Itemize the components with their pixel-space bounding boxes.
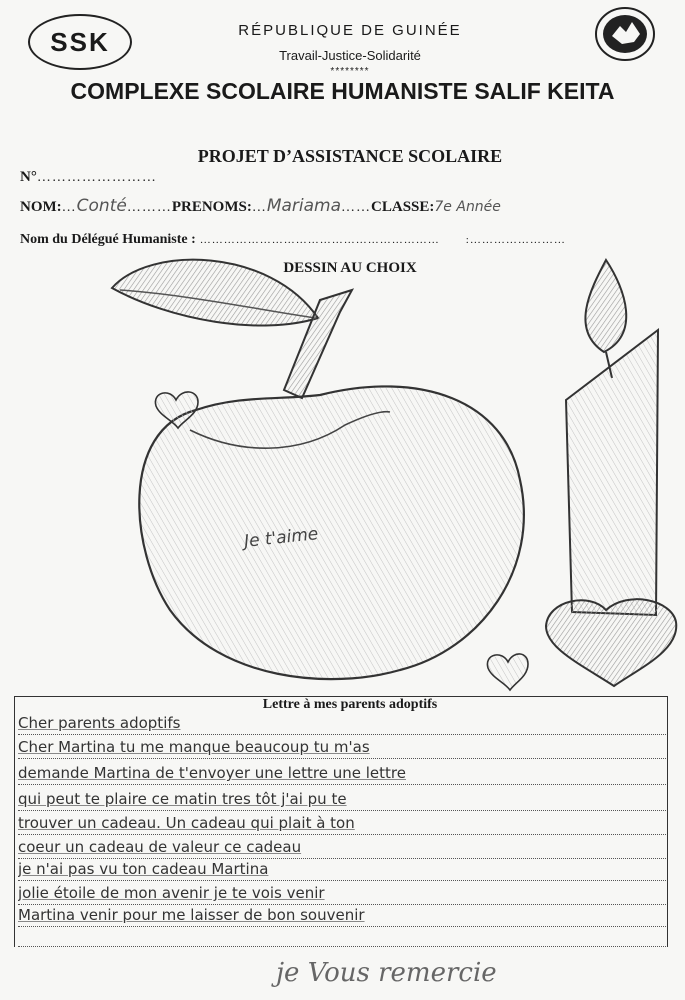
heart-icon (487, 654, 528, 690)
republic-heading: RÉPUBLIQUE DE GUINÉE (238, 22, 462, 39)
school-logo (28, 14, 132, 70)
classe-value: 7e Année (434, 199, 501, 215)
number-label: N° (20, 169, 37, 185)
letter-line: Cher Martina tu me manque beaucoup tu m'as (18, 738, 666, 759)
letter-line: je n'ai pas vu ton cadeau Martina (18, 860, 666, 881)
delegue-label: Nom du Délégué Humaniste : (20, 232, 196, 247)
letter-line: Martina venir pour me laisser de bon souvenir (18, 906, 666, 927)
candle-holder-heart-icon (546, 599, 676, 686)
prenoms-label: PRENOMS: (171, 199, 252, 215)
letter-line: qui peut te plaire ce matin tres tôt j'ai pu te (18, 790, 666, 811)
delegue-dots: …………………………………………………… (199, 234, 440, 246)
letter-line: jolie étoile de mon avenir je te vois venir (18, 884, 666, 905)
closing-signature: je Vous remercie (276, 958, 497, 988)
pencil-drawing (0, 250, 685, 695)
candle-icon (566, 330, 658, 615)
number-dots: …………………… (36, 170, 157, 185)
delegue-dots-2: :…………………… (465, 234, 566, 246)
letter-line: Cher parents adoptifs (18, 714, 666, 735)
prenoms-value: Mariama (266, 196, 342, 216)
candle-flame-icon (585, 260, 626, 352)
nom-label: NOM: (20, 199, 62, 215)
drawing-title: DESSIN AU CHOIX (283, 260, 417, 276)
national-motto: Travail-Justice-Solidarité (279, 48, 421, 63)
number-field (20, 168, 157, 186)
apple-text: Je t'aime (243, 524, 320, 552)
project-title: PROJET D’ASSISTANCE SCOLAIRE (197, 146, 503, 166)
letter-line: trouver un cadeau. Un cadeau qui plait à ton (18, 814, 666, 835)
nom-value: Conté (76, 196, 127, 216)
letter-line: demande Martina de t'envoyer une lettre une lettre (18, 764, 666, 785)
apple-icon (139, 386, 524, 679)
school-logo-text: SSK (50, 26, 110, 57)
classe-label: CLASSE: (371, 199, 435, 215)
stars-divider: ******** (330, 66, 370, 77)
identity-row: NOM:…Conté………PRENOMS:…Mariama……CLASSE:7e Année (20, 196, 501, 216)
letter-line (18, 926, 666, 947)
letter-title: Lettre à mes parents adoptifs (262, 697, 438, 712)
delegue-row (20, 230, 680, 248)
letter-line: coeur un cadeau de valeur ce cadeau (18, 838, 666, 859)
humanist-emblem-icon (594, 6, 656, 62)
school-name: COMPLEXE SCOLAIRE HUMANISTE SALIF KEITA (70, 78, 615, 104)
